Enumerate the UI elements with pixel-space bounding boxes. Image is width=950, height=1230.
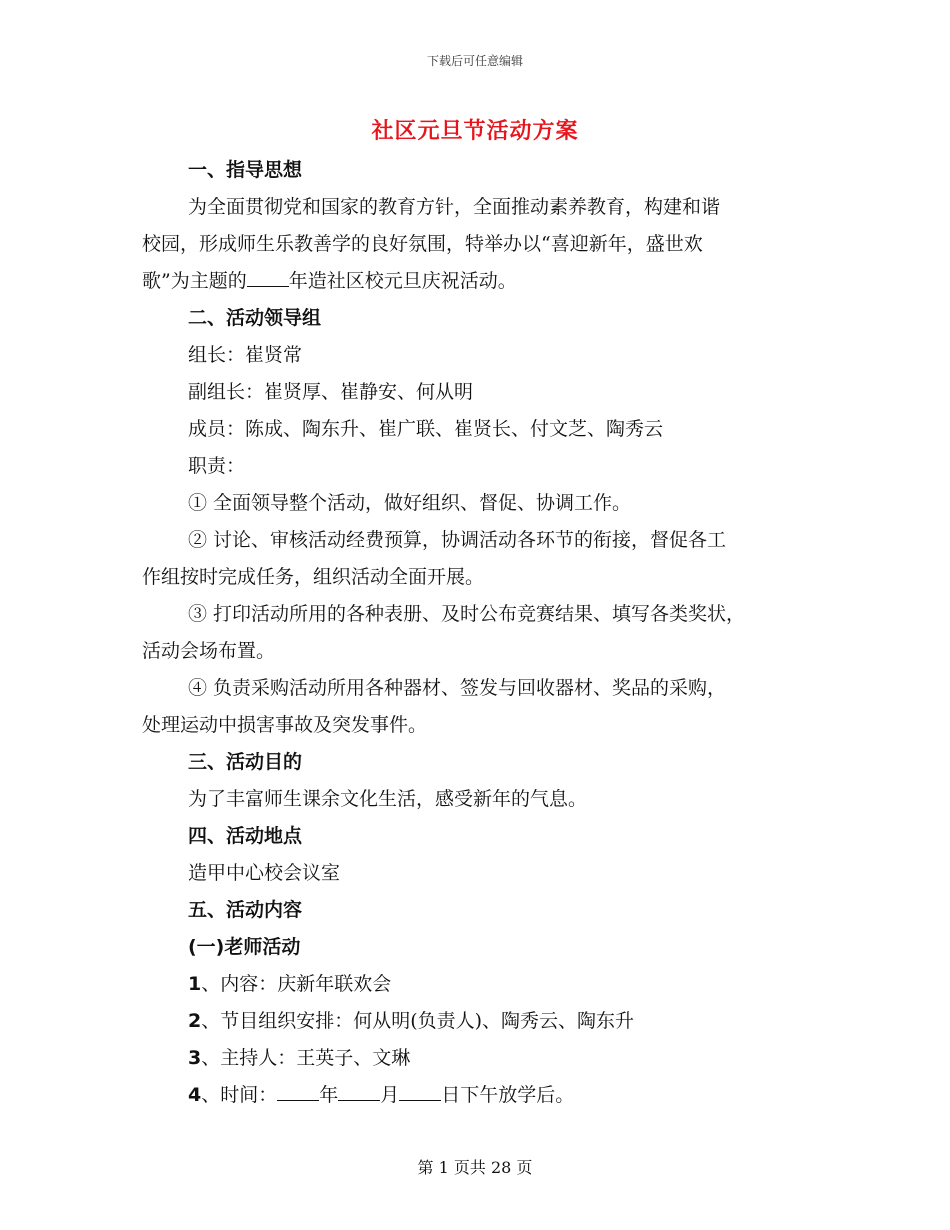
paragraph-line: ③ 打印活动所用的各种表册、及时公布竞赛结果、填写各类奖状， [188,603,746,625]
fill-blank [399,1082,441,1101]
paragraph-line: 为了丰富师生课余文化生活，感受新年的气息。 [188,788,588,810]
document-title: 社区元旦节活动方案 [371,118,579,144]
list-number: 3 [188,1047,202,1069]
section-heading: 三、活动目的 [188,751,303,773]
fill-blank [338,1082,380,1101]
text-span: 年造社区校元旦庆祝活动。 [288,270,517,292]
paragraph-line: 为全面贯彻党和国家的教育方针，全面推动素养教育，构建和谐 [188,196,721,218]
paragraph-line: 造甲中心校会议室 [188,862,341,884]
list-item [142,966,814,1003]
paragraph-line: ① 全面领导整个活动，做好组织、督促、协调工作。 [188,492,632,514]
section-heading: 一、指导思想 [188,159,303,181]
section-heading: 四、活动地点 [188,825,303,847]
subsection-heading: (一)老师活动 [188,936,301,958]
text-span: 年 [319,1084,339,1106]
document-body [142,152,814,1114]
list-number: 4 [188,1084,202,1106]
paragraph-line: 副组长：崔贤厚、崔静安、何从明 [188,381,474,403]
text-span: 、主持人：王英子、文琳 [201,1047,411,1069]
text-span: 日下午放学后。 [441,1084,575,1106]
paragraph-line: 成员：陈成、陶东升、崔广联、崔贤长、付文芝、陶秀云 [188,418,664,440]
page-footer: 第 1 页共 28 页 [417,1158,533,1177]
paragraph-line: 组长：崔贤常 [188,344,303,366]
fill-blank [247,268,289,287]
paragraph-line: 校园，形成师生乐教善学的良好氛围，特举办以“喜迎新年，盛世欢 [142,233,703,255]
paragraph-line: 活动会场布置。 [142,640,276,662]
page-header: 下载后可任意编辑 [426,54,523,68]
fill-blank [277,1082,319,1101]
text-span: 月 [380,1084,400,1106]
paragraph-line: ② 讨论、审核活动经费预算，协调活动各环节的衔接，督促各工 [188,529,727,551]
text-span: 、时间： [201,1084,278,1106]
text-span: 、内容：庆新年联欢会 [201,973,392,995]
list-item [142,1040,814,1077]
list-number: 2 [188,1010,202,1032]
list-item [142,1077,814,1114]
text-span: 歌”为主题的 [142,270,247,292]
paragraph-line [142,263,814,300]
list-item [142,1003,814,1040]
list-number: 1 [188,973,202,995]
paragraph-line: 职责： [188,455,246,477]
section-heading: 五、活动内容 [188,899,303,921]
text-span: 、节目组织安排：何从明(负责人)、陶秀云、陶东升 [201,1010,635,1032]
paragraph-line: ④ 负责采购活动所用各种器材、签发与回收器材、奖品的采购， [188,677,727,699]
paragraph-line: 作组按时完成任务，组织活动全面开展。 [142,566,485,588]
paragraph-line: 处理运动中损害事故及突发事件。 [142,714,428,736]
section-heading: 二、活动领导组 [188,307,322,329]
